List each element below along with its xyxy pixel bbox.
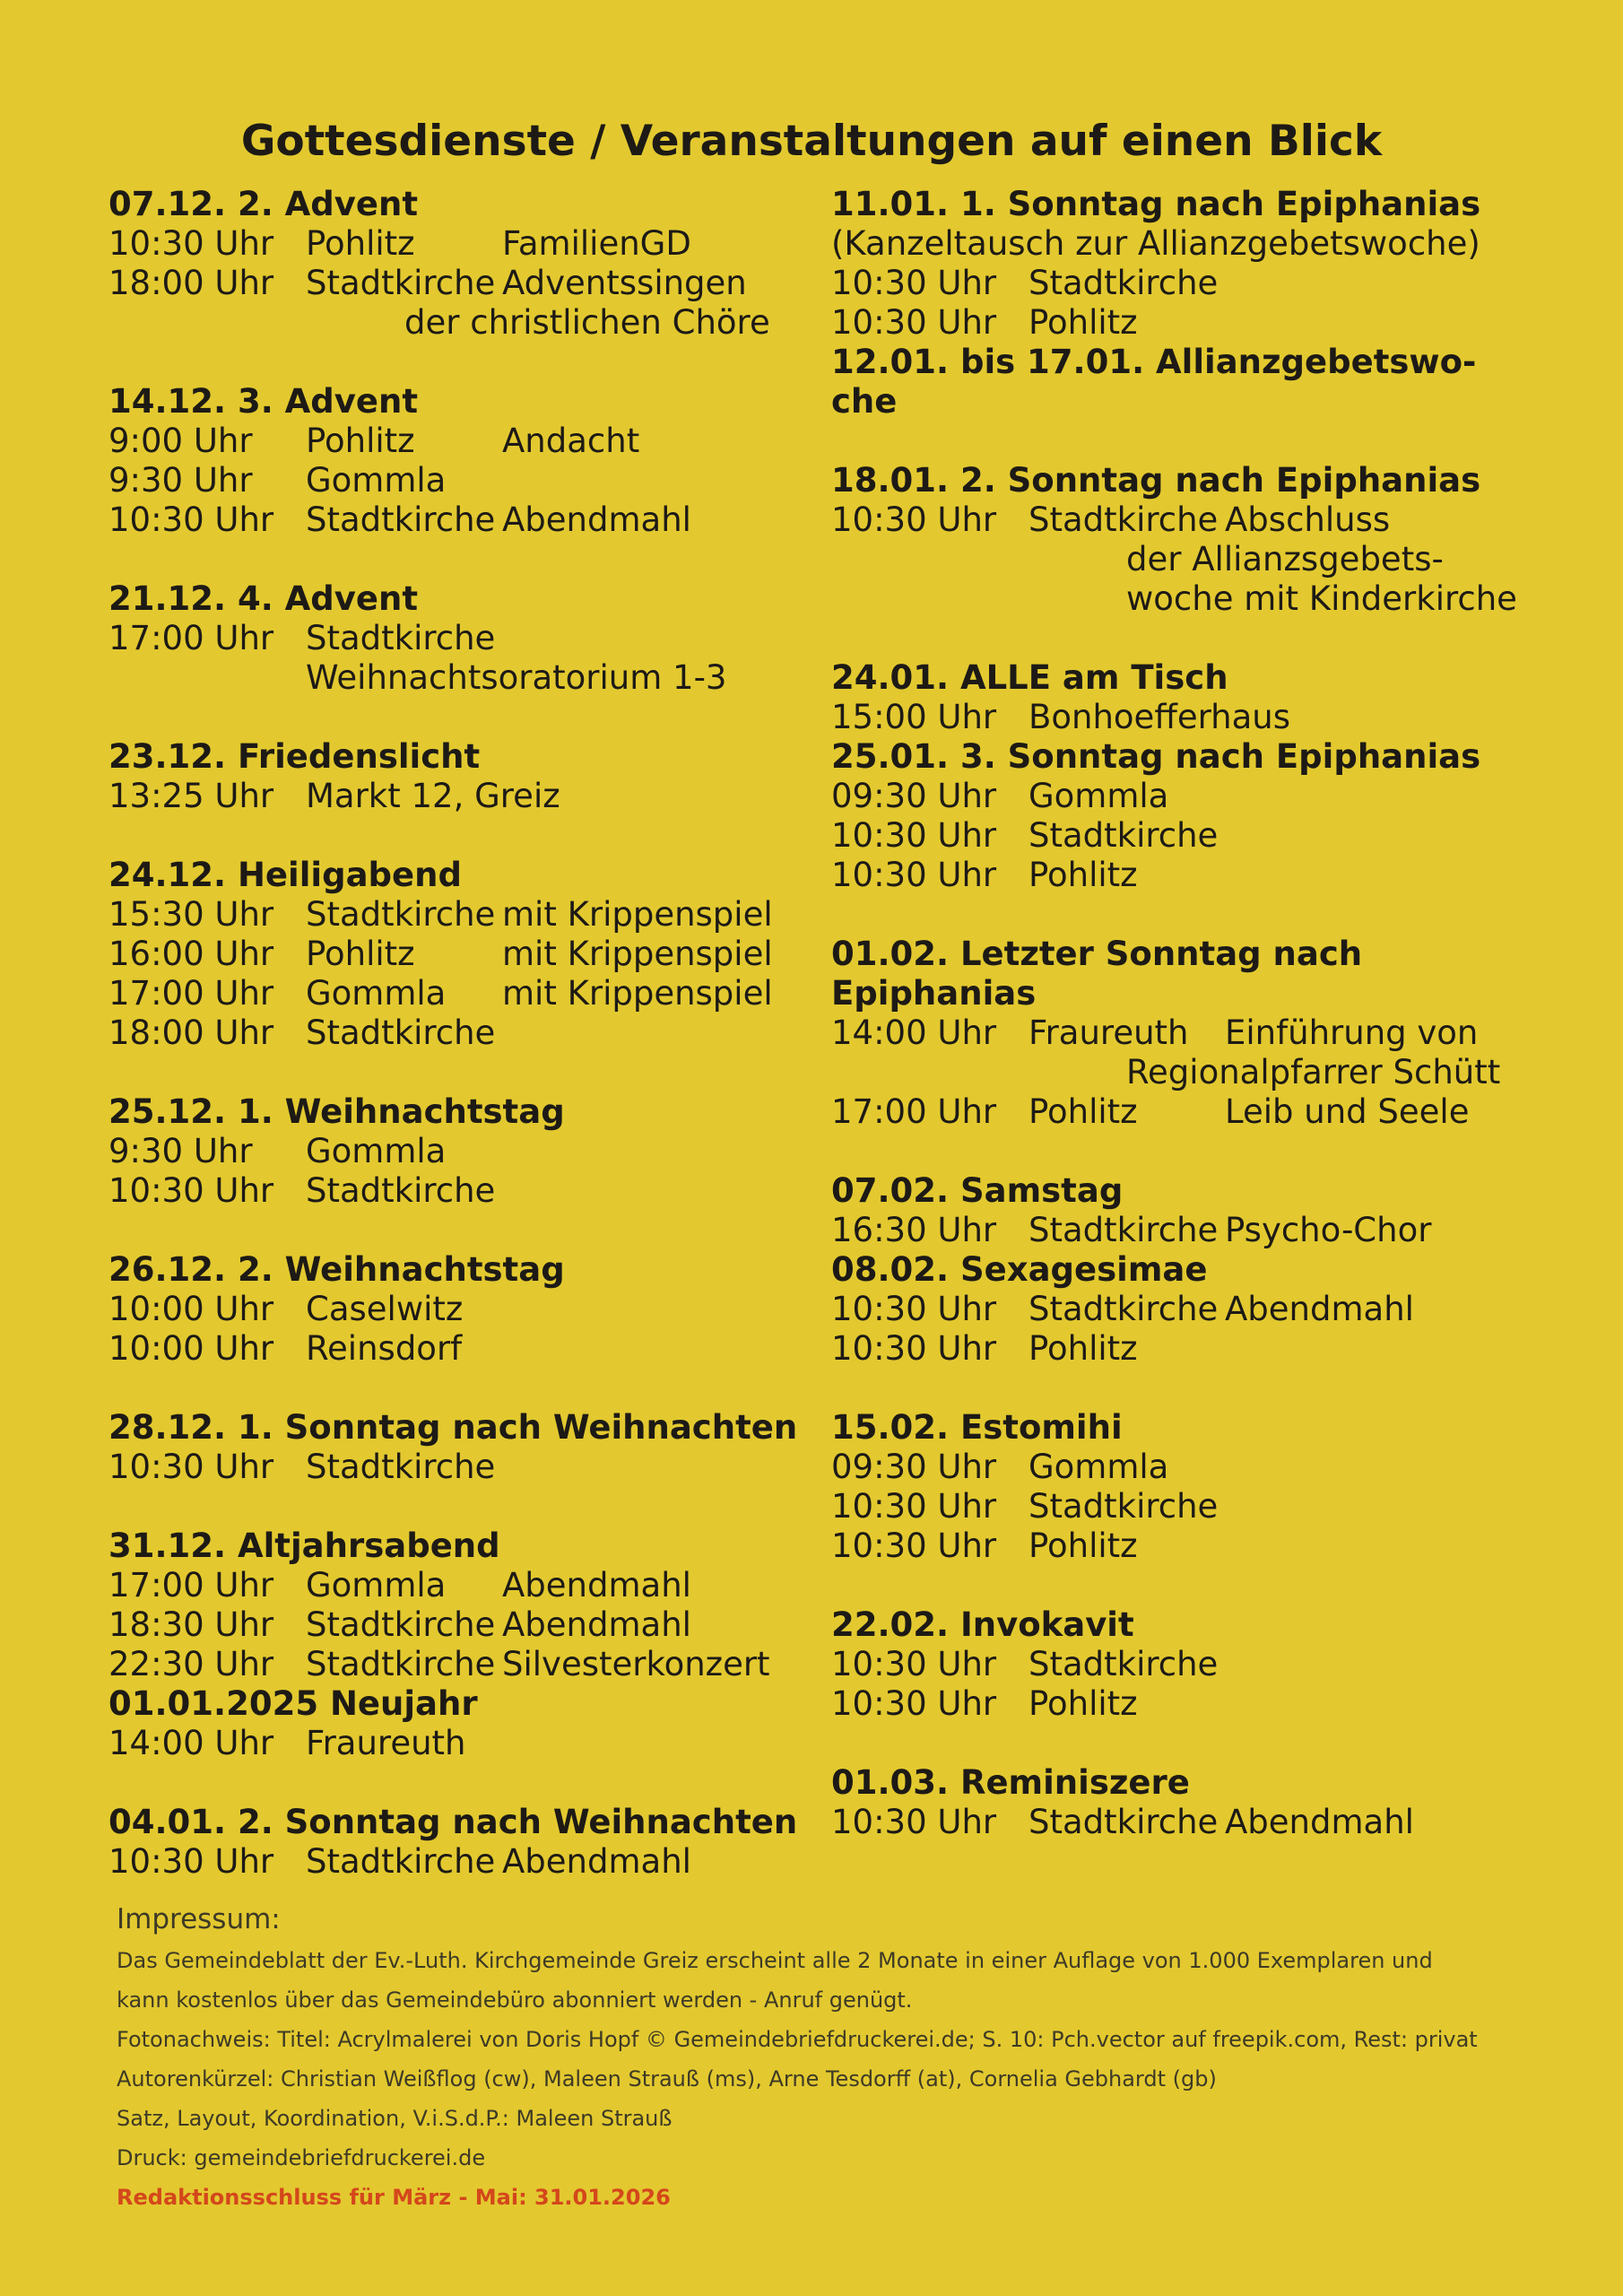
event-time: 10:30 Uhr — [831, 500, 997, 539]
event-note: Abendmahl — [502, 1566, 691, 1605]
event-time: 13:25 Uhr — [108, 777, 274, 815]
event-note: Adventssingen — [502, 264, 747, 302]
event-heading: 28.12. 1. Sonntag nach Weihnachten — [108, 1408, 798, 1447]
event-row — [831, 816, 1611, 856]
event-time: 10:30 Uhr — [831, 1329, 997, 1368]
event-time: 10:30 Uhr — [831, 1645, 997, 1683]
event-place: Stadtkirche — [306, 895, 496, 934]
event-time: 10:30 Uhr — [108, 1842, 274, 1881]
event-time: 17:00 Uhr — [108, 974, 274, 1013]
impressum-line: Fotonachweis: Titel: Acrylmalerei von Doris Hopf © Gemeindebriefdruckerei.de; S. 10: Pch.vector auf freepik.com, Rest: privat — [117, 2027, 1478, 2052]
event-continuation: Regionalpfarrer Schütt — [1126, 1053, 1501, 1091]
event-heading: 12.01. bis 17.01. Allianzgebetswo- — [831, 343, 1477, 381]
event-row — [108, 461, 817, 500]
event-row — [108, 224, 817, 264]
event-row — [108, 1013, 817, 1053]
event-row — [831, 1329, 1611, 1369]
impressum-line: Satz, Layout, Koordination, V.i.S.d.P.: Maleen Strauß — [117, 2106, 673, 2131]
deadline-notice: Redaktionsschluss für März - Mai: 31.01.2026 — [117, 2185, 671, 2210]
event-row — [831, 777, 1611, 816]
event-place: Reinsdorf — [306, 1329, 463, 1368]
event-continuation: Weihnachtsoratorium 1-3 — [306, 658, 727, 697]
event-row — [831, 1092, 1611, 1132]
event-continuation: woche mit Kinderkirche — [1126, 579, 1517, 618]
event-time: 10:30 Uhr — [831, 303, 997, 342]
event-place: Fraureuth — [1028, 1013, 1189, 1052]
event-continuation: der Allianzsgebets- — [1126, 540, 1444, 578]
event-heading: 04.01. 2. Sonntag nach Weihnachten — [108, 1803, 798, 1841]
event-time: 10:30 Uhr — [108, 1448, 274, 1486]
event-place: Pohlitz — [1028, 1684, 1138, 1723]
event-place: Stadtkirche — [306, 1171, 496, 1210]
event-place: Gommla — [1028, 1448, 1169, 1486]
event-time: 10:30 Uhr — [831, 1290, 997, 1328]
impressum-block — [117, 1941, 1587, 2217]
event-note: Abendmahl — [502, 500, 691, 539]
event-heading: 25.01. 3. Sonntag nach Epiphanias — [831, 737, 1481, 776]
event-place: Stadtkirche — [306, 1013, 496, 1052]
impressum-heading: Impressum: — [117, 1903, 281, 1935]
event-place: Stadtkirche — [306, 1645, 496, 1683]
event-row — [108, 1605, 817, 1645]
event-time: 10:30 Uhr — [831, 1526, 997, 1565]
event-heading: 21.12. 4. Advent — [108, 579, 419, 618]
event-place: Stadtkirche — [1028, 1211, 1219, 1249]
event-row — [108, 619, 817, 658]
event-place: Stadtkirche — [306, 1605, 496, 1644]
event-time: 17:00 Uhr — [831, 1092, 997, 1131]
event-time: 10:30 Uhr — [831, 1487, 997, 1526]
event-row — [108, 1724, 817, 1763]
event-place: Stadtkirche — [1028, 500, 1219, 539]
event-row — [108, 264, 817, 303]
event-time: 15:30 Uhr — [108, 895, 274, 934]
event-place: Gommla — [306, 461, 447, 500]
event-place: Pohlitz — [1028, 1329, 1138, 1368]
event-time: 9:30 Uhr — [108, 461, 253, 500]
event-place: Stadtkirche — [306, 264, 496, 302]
event-place: Pohlitz — [306, 422, 415, 460]
event-note: Einführung von — [1225, 1013, 1479, 1052]
event-note: mit Krippenspiel — [502, 895, 773, 934]
event-row — [108, 974, 817, 1013]
event-note: Leib und Seele — [1225, 1092, 1470, 1131]
event-heading: 26.12. 2. Weihnachtstag — [108, 1250, 565, 1289]
event-row — [108, 1645, 817, 1684]
event-place: Pohlitz — [1028, 856, 1138, 894]
event-row — [831, 1290, 1611, 1329]
event-heading: 23.12. Friedenslicht — [108, 737, 481, 776]
event-row — [108, 777, 817, 816]
event-heading: 18.01. 2. Sonntag nach Epiphanias — [831, 461, 1481, 500]
event-place: Caselwitz — [306, 1290, 464, 1328]
event-time: 22:30 Uhr — [108, 1645, 274, 1683]
event-time: 17:00 Uhr — [108, 1566, 274, 1605]
event-heading: 14.12. 3. Advent — [108, 382, 419, 421]
event-time: 15:00 Uhr — [831, 698, 997, 736]
schedule-left-column — [108, 185, 817, 1882]
event-time: 14:00 Uhr — [831, 1013, 997, 1052]
event-row — [108, 1132, 817, 1171]
event-note: Abendmahl — [1225, 1803, 1414, 1841]
event-row — [831, 1211, 1611, 1250]
event-row — [108, 1842, 817, 1882]
event-time: 10:30 Uhr — [831, 816, 997, 855]
event-time: 10:00 Uhr — [108, 1329, 274, 1368]
event-note: Andacht — [502, 422, 640, 460]
event-row — [831, 1645, 1611, 1684]
event-row — [831, 1448, 1611, 1487]
event-place: Stadtkirche — [1028, 264, 1219, 302]
event-row — [108, 1448, 817, 1487]
event-time: 10:00 Uhr — [108, 1290, 274, 1328]
impressum-line: kann kostenlos über das Gemeindebüro abonniert werden - Anruf genügt. — [117, 1987, 913, 2013]
event-continuation: der christlichen Chöre — [404, 303, 770, 342]
event-time: 16:30 Uhr — [831, 1211, 997, 1249]
event-note: mit Krippenspiel — [502, 935, 773, 973]
event-heading: 24.12. Heiligabend — [108, 856, 462, 894]
event-time: 9:30 Uhr — [108, 1132, 253, 1170]
event-note: Abendmahl — [502, 1605, 691, 1644]
event-place: Stadtkirche — [1028, 816, 1219, 855]
event-row — [108, 1329, 817, 1369]
event-row — [831, 1684, 1611, 1724]
event-time: 10:30 Uhr — [831, 264, 997, 302]
event-row — [108, 895, 817, 935]
schedule-right-column — [831, 185, 1611, 1842]
event-time: 10:30 Uhr — [108, 1171, 274, 1210]
event-time: 10:30 Uhr — [831, 856, 997, 894]
event-row — [108, 1290, 817, 1329]
event-place: Fraureuth — [306, 1724, 466, 1762]
event-row — [108, 1171, 817, 1211]
event-place: Gommla — [1028, 777, 1169, 815]
event-time: 14:00 Uhr — [108, 1724, 274, 1762]
event-row — [831, 698, 1611, 737]
event-row — [108, 1566, 817, 1605]
event-place: Stadtkirche — [306, 1448, 496, 1486]
event-place: Stadtkirche — [306, 619, 496, 657]
event-place: Pohlitz — [1028, 303, 1138, 342]
event-time: 10:30 Uhr — [831, 1803, 997, 1841]
event-row — [108, 500, 817, 540]
event-heading: 25.12. 1. Weihnachtstag — [108, 1092, 565, 1131]
event-heading-continued: che — [831, 382, 898, 421]
event-row — [831, 856, 1611, 895]
event-time: 09:30 Uhr — [831, 777, 997, 815]
event-row — [831, 264, 1611, 303]
event-note: Abendmahl — [1225, 1290, 1414, 1328]
event-heading-continued: Epiphanias — [831, 974, 1037, 1013]
event-time: 10:30 Uhr — [108, 224, 274, 263]
event-row — [831, 1013, 1611, 1053]
event-place: Markt 12, Greiz — [306, 777, 560, 815]
event-place: Bonhoefferhaus — [1028, 698, 1290, 736]
event-heading: 01.03. Reminiszere — [831, 1763, 1190, 1802]
event-place: Stadtkirche — [1028, 1645, 1219, 1683]
event-row — [831, 1487, 1611, 1526]
impressum-line: Druck: gemeindebriefdruckerei.de — [117, 2145, 486, 2170]
event-time: 9:00 Uhr — [108, 422, 253, 460]
event-heading: 31.12. Altjahrsabend — [108, 1526, 500, 1565]
event-heading: 01.02. Letzter Sonntag nach — [831, 935, 1363, 973]
event-place: Pohlitz — [306, 224, 415, 263]
event-place: Gommla — [306, 974, 447, 1013]
event-heading: 22.02. Invokavit — [831, 1605, 1134, 1644]
event-place: Gommla — [306, 1132, 447, 1170]
event-time: 18:00 Uhr — [108, 1013, 274, 1052]
event-place: Stadtkirche — [1028, 1290, 1219, 1328]
event-row — [831, 303, 1611, 343]
event-time: 10:30 Uhr — [108, 500, 274, 539]
event-time: 17:00 Uhr — [108, 619, 274, 657]
event-note: Abendmahl — [502, 1842, 691, 1881]
event-row — [831, 500, 1611, 540]
event-row — [108, 935, 817, 974]
event-row — [108, 422, 817, 461]
event-heading: 01.01.2025 Neujahr — [108, 1684, 478, 1723]
event-note: FamilienGD — [502, 224, 691, 263]
event-time: 16:00 Uhr — [108, 935, 274, 973]
event-heading: 15.02. Estomihi — [831, 1408, 1123, 1447]
event-heading: 24.01. ALLE am Tisch — [831, 658, 1228, 697]
event-subtitle: (Kanzeltausch zur Allianzgebetswoche) — [831, 224, 1480, 263]
event-time: 18:30 Uhr — [108, 1605, 274, 1644]
page-title: Gottesdienste / Veranstaltungen auf einen Blick — [240, 117, 1383, 166]
impressum-line: Das Gemeindeblatt der Ev.-Luth. Kirchgemeinde Greiz erscheint alle 2 Monate in einer Auflage von 1.000 Exemplaren und — [117, 1948, 1433, 1973]
event-time: 18:00 Uhr — [108, 264, 274, 302]
event-heading: 11.01. 1. Sonntag nach Epiphanias — [831, 185, 1481, 223]
event-place: Gommla — [306, 1566, 447, 1605]
event-place: Pohlitz — [1028, 1092, 1138, 1131]
event-place: Stadtkirche — [306, 1842, 496, 1881]
event-note: Abschluss — [1225, 500, 1391, 539]
event-row — [831, 1526, 1611, 1566]
event-time: 09:30 Uhr — [831, 1448, 997, 1486]
event-note: mit Krippenspiel — [502, 974, 773, 1013]
event-place: Stadtkirche — [1028, 1803, 1219, 1841]
event-heading: 07.02. Samstag — [831, 1171, 1124, 1210]
event-heading: 08.02. Sexagesimae — [831, 1250, 1208, 1289]
event-place: Stadtkirche — [1028, 1487, 1219, 1526]
event-place: Pohlitz — [1028, 1526, 1138, 1565]
event-row — [831, 1803, 1611, 1842]
event-place: Pohlitz — [306, 935, 415, 973]
event-note: Silvesterkonzert — [502, 1645, 770, 1683]
event-place: Stadtkirche — [306, 500, 496, 539]
event-note: Psycho-Chor — [1225, 1211, 1432, 1249]
event-heading: 07.12. 2. Advent — [108, 185, 419, 223]
event-time: 10:30 Uhr — [831, 1684, 997, 1723]
impressum-line: Autorenkürzel: Christian Weißflog (cw), Maleen Strauß (ms), Arne Tesdorff (at), Cornelia Gebhardt (gb) — [117, 2066, 1217, 2092]
